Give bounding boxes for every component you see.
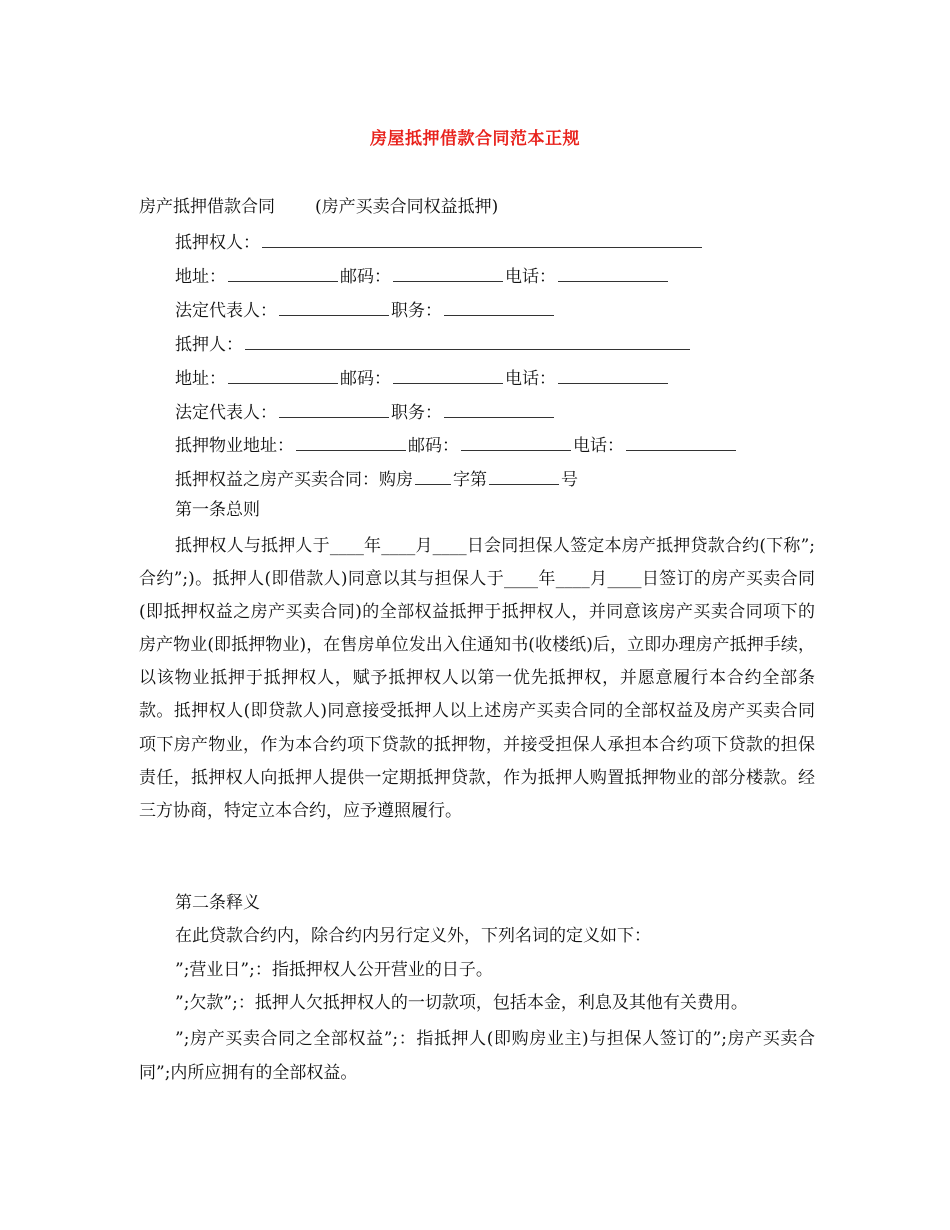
postcode-label: 邮码： [340,369,391,389]
postcode-blank [461,432,571,451]
phone-blank [558,365,668,384]
contract-ref-mid: 字第 [453,470,487,490]
phone-label: 电话： [505,267,556,287]
contract-name: 房产抵押借款合同 [139,197,275,217]
mortgagee-line [175,229,704,254]
document-title: 房屋抵押借款合同范本正规 [370,129,580,149]
postcode-label: 邮码： [408,436,459,456]
phone-blank [626,432,736,451]
property-address-blank [296,432,406,451]
mortgagee-rep-line [175,297,556,322]
rep-label: 法定代表人： [175,403,277,423]
address-label: 地址： [175,267,226,287]
position-blank [444,297,554,316]
position-label: 职务： [391,403,442,423]
contract-name-line [139,196,498,218]
address-label: 地址： [175,369,226,389]
postcode-blank [393,263,503,282]
postcode-label: 邮码： [340,267,391,287]
definition-business-day: ”;营业日”;：指抵押权人公开营业的日子。 [175,960,493,980]
mortgagee-blank [262,229,702,248]
mortgagee-label: 抵押权人： [175,233,260,253]
mortgagor-label: 抵押人： [175,335,243,355]
rep-label: 法定代表人： [175,301,277,321]
contract-ref-blank-1 [415,466,451,485]
definition-contract-rights: ”;房产买卖合同之全部权益”;：指抵押人(即购房业主)与担保人签订的”;房产买卖合同”;内所应拥有的全部权益。 [139,1029,815,1083]
property-address-label: 抵押物业地址： [175,436,294,456]
postcode-blank [393,365,503,384]
article1-heading: 第一条总则 [175,500,260,520]
mortgagor-blank [245,331,690,350]
contract-ref-suffix: 号 [561,470,578,490]
position-label: 职务： [391,301,442,321]
address-blank [228,263,338,282]
mortgagor-line [175,331,692,356]
article1-text: 抵押权人与抵押人于____年____月____日会同担保人签定本房产抵押贷款合约(下称”;合约”;)。抵押人(即借款人)同意以其与担保人于____年____月____日签订的房产买卖合同(即抵押权益之房产买卖合同)的全部权益抵押于抵押权人，并同意该房产买卖合同项下的房产物业(即抵押物业)，在售房单位发出入住通知书(收楼纸)后，立即办理房产抵押手续，以该物业抵押于抵押权人，赋予抵押权人以第一优先抵押权，并愿意履行本合约全部条款。抵押权人(即贷款人)同意接受抵押人以上述房产买卖合同的全部权益及房产买卖合同项下房产物业，作为本合约项下贷款的抵押物，并接受担保人承担本合约项下贷款的担保责任，抵押权人向抵押人提供一定期抵押贷款，作为抵押人购置抵押物业的部分楼款。经三方协商，特定立本合约，应予遵照履行。 [139,536,815,821]
address-blank [228,365,338,384]
property-address-line [175,432,738,457]
phone-label: 电话： [505,369,556,389]
mortgagor-address-line [175,365,670,390]
position-blank [444,399,554,418]
mortgagor-rep-line [175,399,556,424]
rep-blank [279,297,389,316]
mortgagee-address-line [175,263,670,288]
contract-ref-blank-2 [489,466,559,485]
definition-debt: ”;欠款”;：抵押人欠抵押权人的一切款项，包括本金，利息及其他有关费用。 [175,993,748,1013]
contract-ref-prefix: 抵押权益之房产买卖合同：购房 [175,470,413,490]
article2-heading: 第二条释义 [175,893,260,913]
contract-note: (房产买卖合同权益抵押) [315,197,499,217]
article2-intro: 在此贷款合约内，除合约内另行定义外，下列名词的定义如下： [175,926,651,946]
phone-label: 电话： [573,436,624,456]
phone-blank [558,263,668,282]
rep-blank [279,399,389,418]
contract-ref-line [175,466,578,491]
